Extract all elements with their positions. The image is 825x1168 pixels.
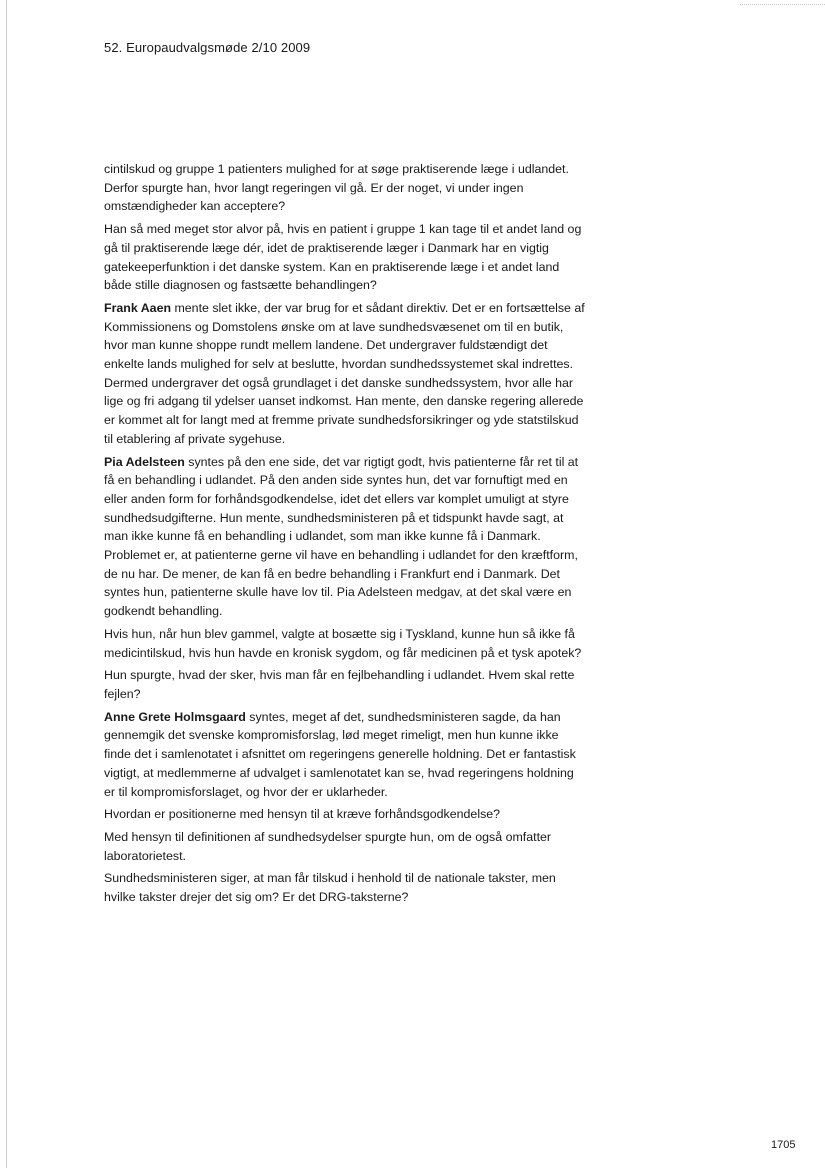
paragraph-9 <box>104 828 586 865</box>
paragraph-text: cintilskud og gruppe 1 patienters mulighed for at søge praktiserende læge i udlandet. Derfor spurgte han, hvor langt regeringen vil gå. Er der noget, vi under ingen omstændigheder kan acceptere? <box>104 162 569 214</box>
speaker-name: Frank Aaen <box>104 300 172 315</box>
paragraph-3 <box>104 299 586 449</box>
document-body <box>104 160 586 911</box>
paragraph-7 <box>104 708 586 802</box>
paragraph-1 <box>104 160 586 216</box>
paragraph-text: Hvis hun, når hun blev gammel, valgte at bosætte sig i Tyskland, kunne hun så ikke få medicintilskud, hvis hun havde en kronisk sygdom, og får medicinen på et tysk apotek? <box>104 626 582 660</box>
page-number: 1705 <box>771 1139 796 1151</box>
paragraph-text: syntes, meget af det, sundhedsministeren sagde, da han gennemgik det svenske kompromisforslag, lød meget rimeligt, men hun kunne ikke finde det i samlenotatet i afsnittet om regeringens generelle holdning. Det er fantastisk vigtigt, at medlemmerne af udvalget i samlenotatet kan se, hvad regeringens holdning er til kompromisforslaget, og hvor der er uklarheder. <box>104 709 576 799</box>
paragraph-text: syntes på den ene side, det var rigtigt godt, hvis patienterne får ret til at få en behandling i udlandet. På den anden side syntes hun, det var fornuftigt med en eller anden form for forhåndsgodkendelse, idet det ellers var komplet umuligt at styre sundhedsudgifterne. Hun mente, sundhedsministeren på et tidspunkt havde sagt, at man ikke kunne få en behandling i udlandet, som man ikke kunne få i Danmark. Problemet er, at patienterne gerne vil have en behandling i udlandet for den kræftform, de nu har. De mener, de kan få en bedre behandling i Frankfurt end i Danmark. Det syntes hun, patienterne skulle have lov til. Pia Adelsteen medgav, at det skal være en godkendt behandling. <box>104 454 579 619</box>
scan-left-edge <box>6 0 7 1168</box>
paragraph-2 <box>104 220 586 295</box>
paragraph-text: mente slet ikke, der var brug for et sådant direktiv. Det er en fortsættelse af Kommissionens og Domstolens ønske om at lave sundhedsvæsenet om til en butik, hvor man kunne shoppe rundt mellem landene. Det undergraver fuldstændigt det enkelte lands mulighed for selv at beslutte, hvordan sundhedssystemet skal indrettes. Dermed undergraver det også grundlaget i det danske sundhedssystem, hvor alle har lige og fri adgang til ydelser uanset indkomst. Han mente, den danske regering allerede er kommet alt for langt med at fremme private sundhedsforsikringer og yde statstilskud til etablering af private sygehuse. <box>104 300 585 446</box>
paragraph-text: Hvordan er positionerne med hensyn til at kræve forhåndsgodkendelse? <box>104 807 501 822</box>
paragraph-8 <box>104 805 586 824</box>
paragraph-text: Med hensyn til definitionen af sundhedsydelser spurgte hun, om de også omfatter laboratorietest. <box>104 829 552 863</box>
paragraph-6 <box>104 666 586 703</box>
paragraph-4 <box>104 453 586 621</box>
scan-top-edge <box>740 4 825 5</box>
paragraph-text: Sundhedsministeren siger, at man får tilskud i henhold til de nationale takster, men hvilke takster drejer det sig om? Er det DRG-taksterne? <box>104 871 556 905</box>
speaker-name: Pia Adelsteen <box>104 454 185 469</box>
paragraph-text: Han så med meget stor alvor på, hvis en patient i gruppe 1 kan tage til et andet land og gå til praktiserende læge dér, idet de praktiserende læger i Danmark har en vigtig gatekeeperfunktion i det danske system. Kan en praktiserende læge i et andet land både stille diagnosen og fastsætte behandlingen? <box>104 222 582 293</box>
speaker-name: Anne Grete Holmsgaard <box>104 709 246 724</box>
paragraph-10 <box>104 869 586 906</box>
page-header: 52. Europaudvalgsmøde 2/10 2009 <box>104 40 311 55</box>
paragraph-text: Hun spurgte, hvad der sker, hvis man får en fejlbehandling i udlandet. Hvem skal rette fejlen? <box>104 668 575 701</box>
paragraph-5 <box>104 625 586 662</box>
